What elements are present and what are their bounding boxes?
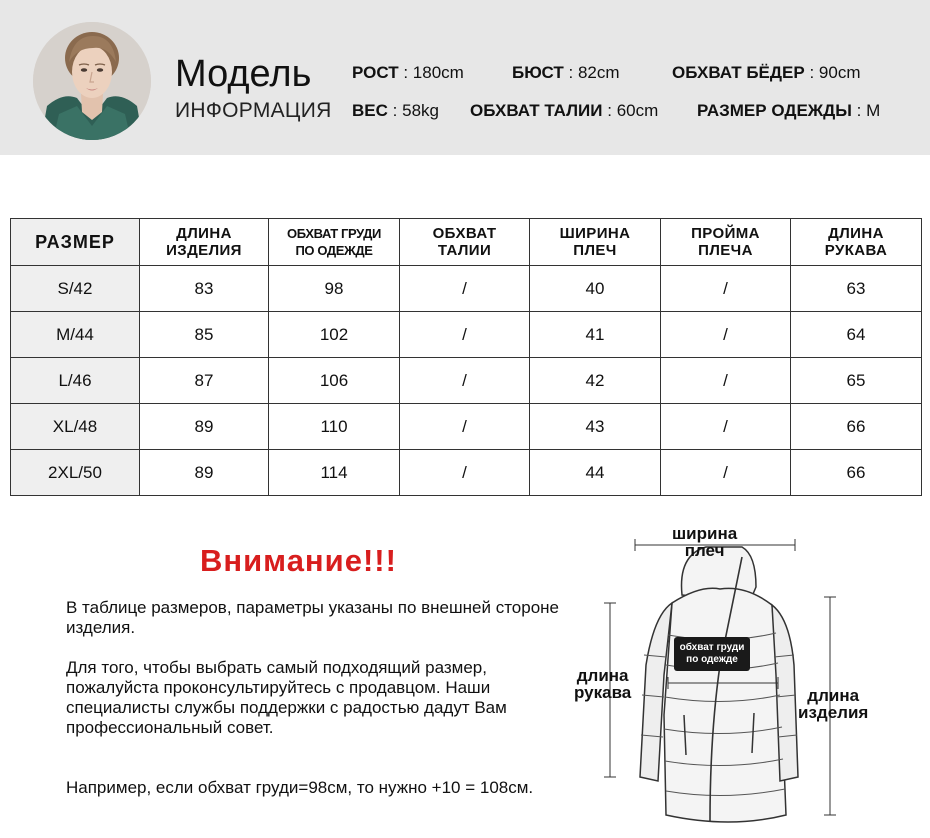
spec-bust-value: 82cm <box>577 63 620 82</box>
table-cell: 106 <box>269 358 400 404</box>
sleeve-length-label <box>574 667 631 701</box>
header-line: ТАЛИИ <box>437 242 492 259</box>
table-cell: / <box>400 312 530 358</box>
spec-separator: : <box>607 101 612 120</box>
diagram-label-line: длина <box>807 686 860 705</box>
header-line: ПРОЙМА <box>691 225 760 242</box>
diagram-label-line: рукава <box>574 683 632 702</box>
table-row <box>11 404 922 450</box>
spec-separator: : <box>809 63 815 82</box>
table-row <box>11 450 922 496</box>
shoulder-width-label <box>672 525 737 559</box>
table-cell: 40 <box>530 266 661 312</box>
header-line: ОБХВАТ ГРУДИ <box>287 226 381 241</box>
spec-hips <box>672 62 861 84</box>
header-sleeve-length <box>791 219 922 266</box>
header-waist <box>400 219 530 266</box>
spec-weight <box>352 100 439 122</box>
header-shoulder-width <box>530 219 661 266</box>
table-cell: / <box>661 358 791 404</box>
spec-bust <box>512 62 620 84</box>
model-info-band <box>0 0 930 155</box>
attention-paragraph-3: Например, если обхват груди=98см, то нужно +10 = 108см. <box>66 778 534 797</box>
header-line: ПЛЕЧ <box>573 242 617 259</box>
table-cell: / <box>400 358 530 404</box>
table-cell-size: 2XL/50 <box>11 450 140 496</box>
model-title: Модель <box>175 53 312 95</box>
table-cell: / <box>661 312 791 358</box>
table-cell: 83 <box>140 266 269 312</box>
table-row <box>11 358 922 404</box>
spec-clothing-size-value: M <box>866 101 881 120</box>
spec-clothing-size-label: РАЗМЕР ОДЕЖДЫ <box>697 101 852 120</box>
table-cell: 41 <box>530 312 661 358</box>
spec-waist-value: 60cm <box>616 101 659 120</box>
spec-hips-label: ОБХВАТ БЁДЕР <box>672 63 805 82</box>
spec-separator: : <box>392 101 398 120</box>
attention-paragraph-1: В таблице размеров, параметры указаны по внешней стороне изделия. <box>66 598 560 637</box>
header-product-length <box>140 219 269 266</box>
diagram-label-line: плеч <box>684 541 725 560</box>
header-armhole <box>661 219 791 266</box>
table-cell: 89 <box>140 450 269 496</box>
table-cell: 114 <box>269 450 400 496</box>
table-cell: / <box>400 450 530 496</box>
table-header-row <box>11 219 922 266</box>
table-row <box>11 266 922 312</box>
table-cell: 85 <box>140 312 269 358</box>
spec-weight-value: 58kg <box>402 101 439 120</box>
measurement-diagram <box>560 515 930 838</box>
header-line: ДЛИНА <box>828 225 884 242</box>
spec-height-value: 180cm <box>412 63 464 82</box>
table-cell: 87 <box>140 358 269 404</box>
header-line: ДЛИНА <box>176 225 232 242</box>
table-cell: 64 <box>791 312 922 358</box>
table-cell: 44 <box>530 450 661 496</box>
header-chest-over-clothes <box>269 219 400 266</box>
spec-waist-label: ОБХВАТ ТАЛИИ <box>470 101 603 120</box>
table-cell-size: XL/48 <box>11 404 140 450</box>
table-cell-size: S/42 <box>11 266 140 312</box>
header-line: ИЗДЕЛИЯ <box>166 242 242 259</box>
table-cell: 89 <box>140 404 269 450</box>
model-portrait-image <box>33 22 151 140</box>
spec-separator: : <box>403 63 409 82</box>
table-cell: 42 <box>530 358 661 404</box>
table-cell: / <box>661 450 791 496</box>
header-line: ОБХВАТ <box>432 225 497 242</box>
spec-height <box>352 62 464 84</box>
table-cell: 102 <box>269 312 400 358</box>
table-cell: / <box>661 404 791 450</box>
table-cell-size: M/44 <box>11 312 140 358</box>
diagram-label-line: по одежде <box>686 654 738 665</box>
table-cell-size: L/46 <box>11 358 140 404</box>
header-line: ПО ОДЕЖДЕ <box>295 243 373 258</box>
size-table <box>10 218 922 496</box>
header-size <box>11 219 140 266</box>
diagram-label-line: изделия <box>798 703 869 722</box>
table-cell: / <box>400 266 530 312</box>
spec-weight-label: ВЕС <box>352 101 388 120</box>
model-avatar <box>33 22 151 140</box>
diagram-label-line: длина <box>576 666 629 685</box>
header-line: РУКАВА <box>824 242 888 259</box>
product-length-label <box>798 687 868 721</box>
table-cell: 65 <box>791 358 922 404</box>
header-line: РАЗМЕР <box>35 231 115 252</box>
diagram-label-line: ширина <box>672 524 738 543</box>
spec-separator: : <box>568 63 574 82</box>
header-line: ШИРИНА <box>559 225 631 242</box>
spec-height-label: РОСТ <box>352 63 399 82</box>
spec-bust-label: БЮСТ <box>512 63 564 82</box>
table-cell: 43 <box>530 404 661 450</box>
attention-title: Внимание!!! <box>200 543 397 578</box>
table-cell: / <box>400 404 530 450</box>
table-cell: 110 <box>269 404 400 450</box>
header-line: ПЛЕЧА <box>698 242 753 259</box>
table-row <box>11 312 922 358</box>
model-subtitle: ИНФОРМАЦИЯ <box>175 99 332 122</box>
table-cell: 66 <box>791 404 922 450</box>
spec-hips-value: 90cm <box>818 63 861 82</box>
table-cell: 66 <box>791 450 922 496</box>
attention-paragraph-2: Для того, чтобы выбрать самый подходящий размер, пожалуйста проконсультируйтесь с продавцом. Наши специалисты службы поддержки с радостью дадут Вам профессиональный совет. <box>66 658 507 737</box>
table-cell: 63 <box>791 266 922 312</box>
table-cell: / <box>661 266 791 312</box>
spec-clothing-size <box>697 100 880 122</box>
diagram-label-line: обхват груди <box>679 642 745 653</box>
chest-label <box>674 637 750 671</box>
table-cell: 98 <box>269 266 400 312</box>
spec-waist <box>470 100 658 122</box>
spec-separator: : <box>856 101 862 120</box>
